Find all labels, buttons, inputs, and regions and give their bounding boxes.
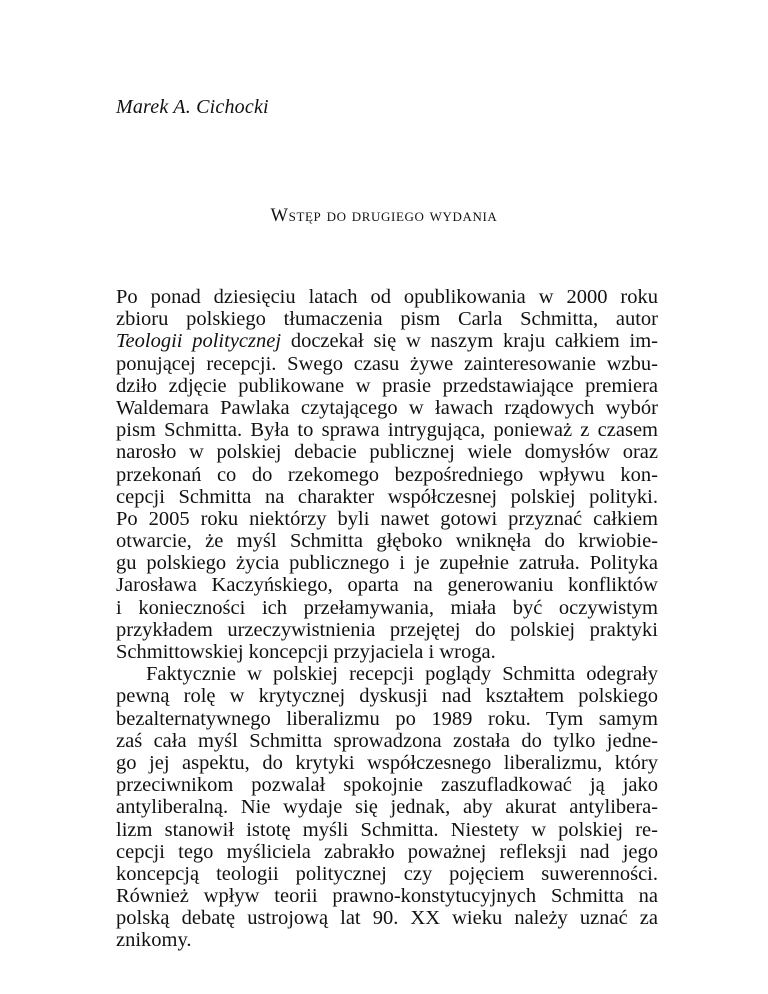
text-line bbox=[116, 641, 658, 663]
text-line-content: cepcji tego myśliciela zabrakło poważnej refleksji nad jego bbox=[116, 840, 658, 863]
text-line bbox=[116, 330, 658, 352]
text-line-content: i konieczności ich przełamywania, miała być oczywistym bbox=[116, 596, 658, 619]
text-line-content: narosło w polskiej debacie publicznej wiele domysłów oraz bbox=[116, 441, 658, 464]
text-line-content: doczekał się w naszym kraju całkiem im- bbox=[281, 330, 658, 353]
body-text bbox=[116, 286, 658, 952]
text-line-content: polską debatę ustrojową lat 90. XX wieku należy uznać za bbox=[116, 907, 658, 930]
text-line bbox=[116, 375, 658, 397]
text-line bbox=[116, 353, 658, 375]
text-line-content: przykładem urzeczywistnienia przejętej do polskiej praktyki bbox=[116, 618, 658, 641]
text-line-content: Waldemara Pawlaka czytającego w ławach rządowych wybór bbox=[116, 396, 658, 419]
text-line bbox=[116, 397, 658, 419]
text-line bbox=[116, 619, 658, 641]
text-line-content: lizm stanowił istotę myśli Schmitta. Niestety w polskiej re- bbox=[116, 818, 658, 841]
text-line-content: przekonań co do rzekomego bezpośredniego wpływu kon- bbox=[116, 463, 658, 486]
text-line bbox=[116, 419, 658, 441]
text-line bbox=[116, 841, 658, 863]
text-line bbox=[116, 752, 658, 774]
author-name: Marek A. Cichocki bbox=[116, 96, 269, 118]
text-line bbox=[116, 819, 658, 841]
text-line bbox=[116, 863, 658, 885]
text-line-content: ponującej recepcji. Swego czasu żywe zainteresowanie wzbu- bbox=[116, 352, 658, 375]
text-line bbox=[116, 597, 658, 619]
text-line bbox=[116, 308, 658, 330]
text-line-content: otwarcie, że myśl Schmitta głęboko wniknęła do krwiobie- bbox=[116, 530, 658, 553]
text-line bbox=[116, 508, 658, 530]
text-line-content: pism Schmitta. Była to sprawa intrygująca, ponieważ z czasem bbox=[116, 419, 658, 442]
text-line bbox=[116, 286, 658, 308]
text-line-content: Jarosława Kaczyńskiego, oparta na generowaniu konfliktów bbox=[116, 574, 658, 597]
text-line bbox=[116, 708, 658, 730]
text-line-content: cepcji Schmitta na charakter współczesnej polskiej polityki. bbox=[116, 485, 658, 508]
text-line-content: dziło zdjęcie publikowane w prasie przedstawiające premiera bbox=[116, 374, 658, 397]
text-line bbox=[116, 530, 658, 552]
text-line-content: przeciwnikom pozwalał spokojnie zaszufladkować ją jako bbox=[116, 774, 658, 797]
text-line bbox=[116, 441, 658, 463]
text-line-content: pewną rolę w krytycznej dyskusji nad kształtem polskiego bbox=[116, 685, 658, 708]
text-line-content: gu polskiego życia publicznego i je zupełnie zatruła. Polityka bbox=[116, 552, 658, 575]
text-line-content: Faktycznie w polskiej recepcji poglądy Schmitta odegrały bbox=[146, 663, 658, 686]
text-line-content: zaś cała myśl Schmitta sprowadzona została do tylko jedne- bbox=[116, 729, 658, 752]
text-line-content: antyliberalną. Nie wydaje się jednak, aby akurat antylibera- bbox=[116, 796, 658, 819]
text-line-content: Po ponad dziesięciu latach od opublikowania w 2000 roku bbox=[116, 286, 658, 308]
text-line bbox=[116, 552, 658, 574]
text-line-content: Po 2005 roku niektórzy byli nawet gotowi przyznać całkiem bbox=[116, 507, 658, 530]
text-line bbox=[116, 730, 658, 752]
text-line-content: Również wpływ teorii prawno-konstytucyjnych Schmitta na bbox=[116, 885, 658, 908]
text-line bbox=[116, 574, 658, 596]
text-line bbox=[116, 885, 658, 907]
text-line bbox=[116, 774, 658, 796]
text-line-content: bezalternatywnego liberalizmu po 1989 roku. Tym samym bbox=[116, 707, 658, 730]
text-line bbox=[116, 796, 658, 818]
text-line bbox=[116, 663, 658, 685]
text-line-content: Schmittowskiej koncepcji przyjaciela i wroga. bbox=[116, 641, 496, 663]
text-line-content: znikomy. bbox=[116, 929, 192, 952]
text-line bbox=[116, 464, 658, 486]
text-line-content: go jej aspektu, do krytyki współczesnego liberalizmu, który bbox=[116, 751, 658, 774]
text-line bbox=[116, 929, 658, 951]
text-line bbox=[116, 907, 658, 929]
text-line-content: koncepcją teologii politycznej czy pojęciem suwerenności. bbox=[116, 862, 658, 885]
italic-title: Teologii politycznej bbox=[116, 330, 282, 353]
text-line bbox=[116, 685, 658, 707]
text-line bbox=[116, 486, 658, 508]
text-line-content: zbioru polskiego tłumaczenia pism Carla Schmitta, autor bbox=[116, 308, 658, 331]
chapter-title: Wstęp do drugiego wydania bbox=[270, 206, 498, 226]
